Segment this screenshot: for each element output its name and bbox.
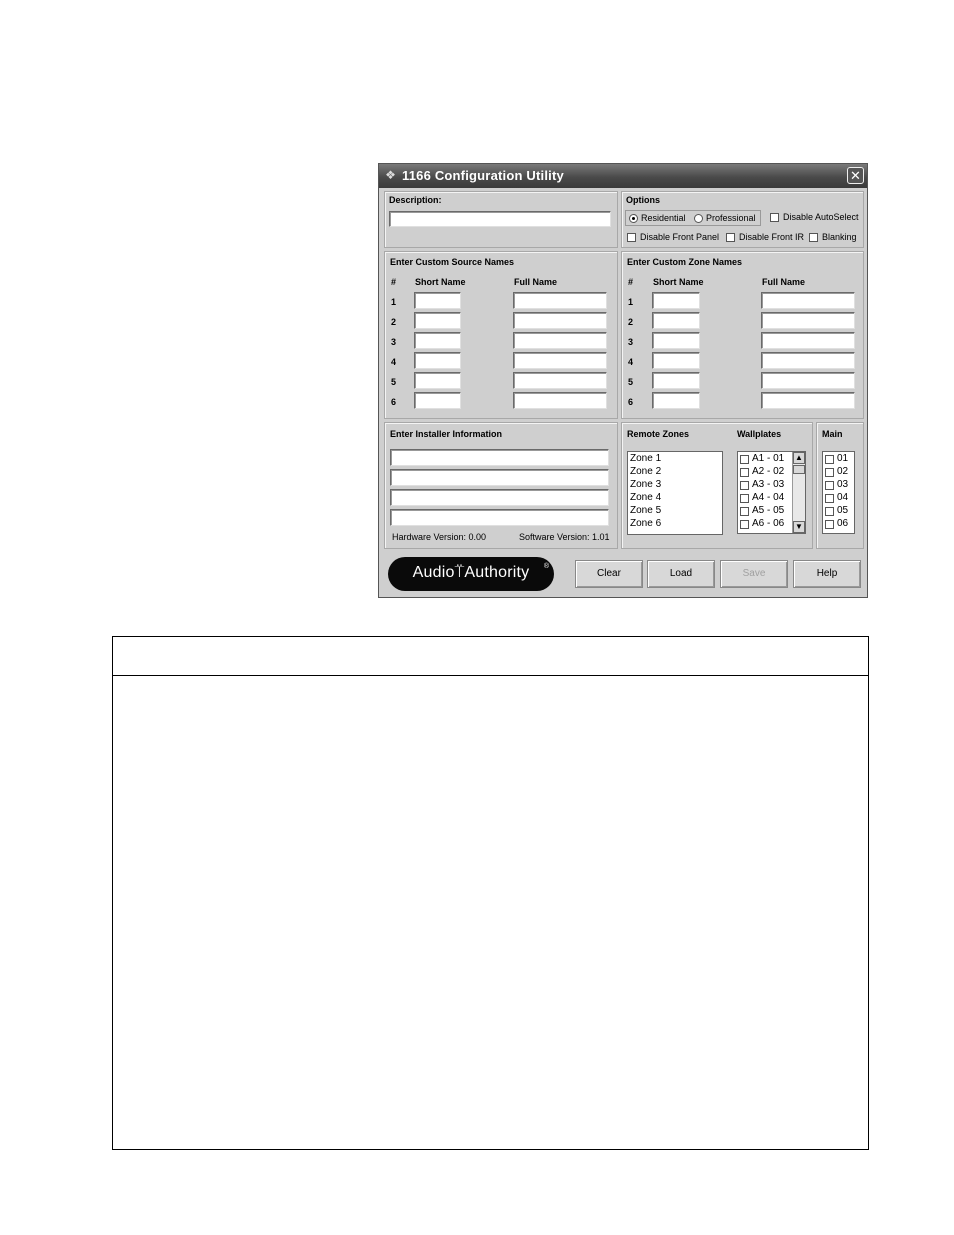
window-title: 1166 Configuration Utility	[402, 168, 564, 183]
description-label: Description:	[389, 195, 442, 205]
mode-radio-group	[625, 210, 761, 226]
zone-full-name-input[interactable]	[761, 352, 855, 369]
remote-zone-item[interactable]: Zone 1	[630, 453, 662, 464]
source-row-number: 2	[391, 317, 397, 327]
main-checkbox[interactable]	[825, 520, 834, 529]
wallplate-checkbox[interactable]	[740, 520, 749, 529]
source-full-name-input[interactable]	[513, 312, 607, 329]
main-checkbox[interactable]	[825, 455, 834, 464]
logo-text: Audio⍡Authority	[412, 564, 530, 581]
disable-front-ir-label: Disable Front IR	[739, 232, 805, 242]
load-button[interactable]: Load	[647, 560, 715, 588]
zone-col-number: #	[628, 277, 634, 287]
help-button[interactable]: Help	[793, 560, 861, 588]
zone-col-full-name: Full Name	[762, 277, 806, 287]
source-row-number: 4	[391, 357, 397, 367]
main-label: Main	[822, 429, 843, 439]
installer-info-line-3[interactable]	[390, 489, 609, 506]
close-button[interactable]: ✕	[847, 167, 864, 184]
software-version: Software Version: 1.01	[519, 532, 610, 542]
remote-zone-item[interactable]: Zone 6	[630, 518, 662, 529]
installer-info-line-1[interactable]	[390, 449, 609, 466]
installer-info-line-2[interactable]	[390, 469, 609, 486]
blanking-label: Blanking	[822, 232, 857, 242]
source-short-name-input[interactable]	[414, 312, 461, 329]
table-header-row	[113, 637, 868, 676]
zone-full-name-input[interactable]	[761, 372, 855, 389]
main-checkbox[interactable]	[825, 494, 834, 503]
disable-front-panel-label: Disable Front Panel	[640, 232, 720, 242]
zone-short-name-input[interactable]	[652, 312, 700, 329]
disable-autoselect-checkbox[interactable]	[770, 213, 779, 222]
source-short-name-input[interactable]	[414, 372, 461, 389]
main-panel	[816, 422, 864, 549]
disable-autoselect-label: Disable AutoSelect	[783, 212, 859, 222]
zone-short-name-input[interactable]	[652, 292, 700, 309]
main-item: 02	[837, 466, 849, 477]
main-item: 04	[837, 492, 849, 503]
zone-col-short-name: Short Name	[653, 277, 704, 287]
main-list[interactable]	[822, 451, 855, 534]
wallplates-list[interactable]	[737, 451, 806, 534]
zone-row-number: 2	[628, 317, 634, 327]
source-col-full-name: Full Name	[514, 277, 558, 287]
clear-button[interactable]: Clear	[575, 560, 643, 588]
main-checkbox[interactable]	[825, 507, 834, 516]
options-panel	[621, 191, 864, 248]
source-full-name-input[interactable]	[513, 352, 607, 369]
source-col-short-name: Short Name	[415, 277, 466, 287]
wallplate-item: A3 - 03	[752, 479, 785, 490]
description-panel	[384, 191, 618, 248]
title-bar[interactable]	[379, 164, 867, 188]
options-label: Options	[626, 195, 660, 205]
zone-full-name-input[interactable]	[761, 312, 855, 329]
hardware-version: Hardware Version: 0.00	[392, 532, 487, 542]
source-short-name-input[interactable]	[414, 392, 461, 409]
wallplates-scrollbar[interactable]	[792, 452, 805, 533]
source-row-number: 6	[391, 397, 397, 407]
wallplate-checkbox[interactable]	[740, 468, 749, 477]
zone-short-name-input[interactable]	[652, 352, 700, 369]
remote-zone-item[interactable]: Zone 4	[630, 492, 662, 503]
installer-info-panel	[384, 422, 618, 549]
remote-zones-panel	[621, 422, 813, 549]
residential-radio[interactable]	[629, 214, 638, 223]
main-item: 06	[837, 518, 849, 529]
disable-front-ir-checkbox[interactable]	[726, 233, 735, 242]
scroll-thumb[interactable]	[793, 465, 805, 474]
blanking-checkbox[interactable]	[809, 233, 818, 242]
main-item: 03	[837, 479, 849, 490]
professional-label: Professional	[706, 213, 756, 223]
main-checkbox[interactable]	[825, 468, 834, 477]
configuration-window	[378, 163, 868, 598]
source-full-name-input[interactable]	[513, 392, 607, 409]
source-row-number: 5	[391, 377, 397, 387]
source-short-name-input[interactable]	[414, 332, 461, 349]
zone-full-name-input[interactable]	[761, 332, 855, 349]
app-icon: ❖	[385, 168, 396, 182]
zone-row-number: 3	[628, 337, 634, 347]
zone-full-name-input[interactable]	[761, 392, 855, 409]
installer-info-label: Enter Installer Information	[390, 429, 503, 439]
zone-names-label: Enter Custom Zone Names	[627, 257, 743, 267]
zone-short-name-input[interactable]	[652, 372, 700, 389]
remote-zone-item[interactable]: Zone 2	[630, 466, 662, 477]
source-names-panel	[384, 251, 618, 419]
wallplate-checkbox[interactable]	[740, 455, 749, 464]
wallplate-item: A4 - 04	[752, 492, 785, 503]
remote-zone-item[interactable]: Zone 3	[630, 479, 662, 490]
wallplate-item: A2 - 02	[752, 466, 785, 477]
wallplate-item: A6 - 06	[752, 518, 785, 529]
residential-label: Residential	[641, 213, 686, 223]
document-table	[112, 636, 869, 1150]
main-checkbox[interactable]	[825, 481, 834, 490]
source-short-name-input[interactable]	[414, 292, 461, 309]
zone-row-number: 1	[628, 297, 634, 307]
wallplate-checkbox[interactable]	[740, 494, 749, 503]
zone-full-name-input[interactable]	[761, 292, 855, 309]
source-full-name-input[interactable]	[513, 372, 607, 389]
wallplate-checkbox[interactable]	[740, 481, 749, 490]
main-item: 01	[837, 453, 849, 464]
zone-short-name-input[interactable]	[652, 332, 700, 349]
zone-row-number: 6	[628, 397, 634, 407]
wallplate-item: A1 - 01	[752, 453, 785, 464]
registered-mark: ®	[543, 563, 549, 570]
save-button[interactable]: Save	[720, 560, 788, 588]
professional-radio[interactable]	[694, 214, 703, 223]
scroll-up-arrow-icon[interactable]: ▲	[793, 452, 805, 464]
remote-zones-label: Remote Zones	[627, 429, 690, 439]
description-field[interactable]	[389, 211, 611, 227]
source-row-number: 3	[391, 337, 397, 347]
source-short-name-input[interactable]	[414, 352, 461, 369]
zone-short-name-input[interactable]	[652, 392, 700, 409]
source-full-name-input[interactable]	[513, 292, 607, 309]
wallplates-label: Wallplates	[737, 429, 782, 439]
wallplate-item: A5 - 05	[752, 505, 785, 516]
zone-names-panel	[621, 251, 864, 419]
disable-front-panel-checkbox[interactable]	[627, 233, 636, 242]
main-item: 05	[837, 505, 849, 516]
scroll-down-arrow-icon[interactable]: ▼	[793, 521, 805, 533]
installer-info-line-4[interactable]	[390, 509, 609, 526]
remote-zone-item[interactable]: Zone 5	[630, 505, 662, 516]
source-full-name-input[interactable]	[513, 332, 607, 349]
zone-row-number: 4	[628, 357, 634, 367]
audio-authority-logo	[388, 557, 554, 591]
zone-row-number: 5	[628, 377, 634, 387]
wallplate-checkbox[interactable]	[740, 507, 749, 516]
source-row-number: 1	[391, 297, 397, 307]
source-col-number: #	[391, 277, 397, 287]
source-names-label: Enter Custom Source Names	[390, 257, 515, 267]
remote-zones-list[interactable]	[627, 451, 723, 535]
